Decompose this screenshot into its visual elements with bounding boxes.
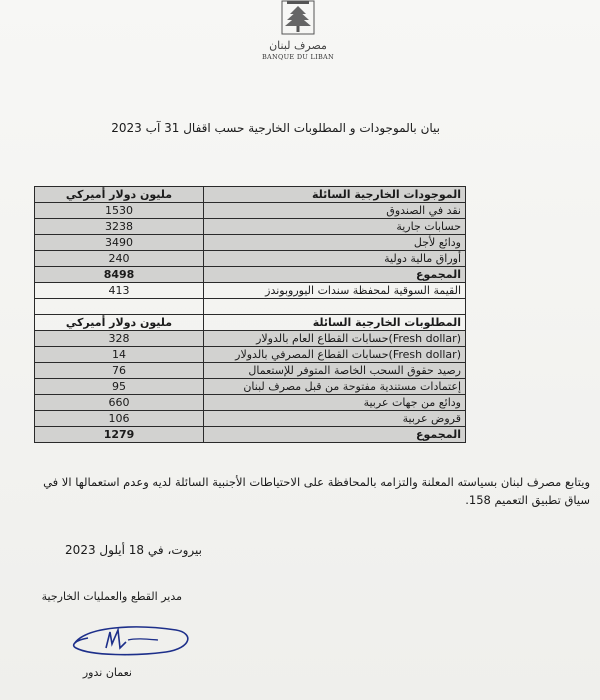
table-row [35, 363, 466, 379]
table-row [35, 395, 466, 411]
row-label: القيمة السوقية لمحفظة سندات اليوروبوندز [204, 283, 466, 299]
table-row [35, 331, 466, 347]
liabilities-header-row [35, 315, 466, 331]
row-label: (Fresh dollar)حسابات القطاع العام بالدولار [204, 331, 466, 347]
total-value: 8498 [35, 267, 204, 283]
assets-liabilities-table [34, 186, 466, 443]
signatory-role: مدير القطع والعمليات الخارجية [41, 590, 182, 603]
total-label: المجموع [204, 427, 466, 443]
row-label: رصيد حقوق السحب الخاصة المتوفر للإستعمال [204, 363, 466, 379]
row-value: 95 [35, 379, 204, 395]
table-header-cell: المطلوبات الخارجية السائلة [204, 315, 466, 331]
signatory-name: نعمان ندور [82, 666, 132, 679]
row-value: 14 [35, 347, 204, 363]
total-value: 1279 [35, 427, 204, 443]
assets-header-row [35, 187, 466, 203]
row-label: ودائع من جهات عربية [204, 395, 466, 411]
table-row [35, 203, 466, 219]
eurobonds-row [35, 283, 466, 299]
table-row [35, 347, 466, 363]
date-line: بيروت، في 18 أيلول 2023 [65, 543, 202, 557]
table-header-cell: مليون دولار أميركي [35, 315, 204, 331]
row-label: نقد في الصندوق [204, 203, 466, 219]
policy-statement: ويتابع مصرف لبنان بسياسته المعلنة والتزامه بالمحافظة على الاحتياطات الأجنبية السائلة لديه وعدم استعمالها الا في سياق تطبيق التعميم 158. [43, 475, 590, 507]
row-label: (Fresh dollar)حسابات القطاع المصرفي بالدولار [204, 347, 466, 363]
row-value: 1530 [35, 203, 204, 219]
table-row [35, 411, 466, 427]
table-row [35, 379, 466, 395]
row-value: 3238 [35, 219, 204, 235]
row-label: أوراق مالية دولية [204, 251, 466, 267]
table-header-cell: مليون دولار أميركي [35, 187, 204, 203]
handwritten-signature [66, 618, 196, 660]
document-title: بيان بالموجودات و المطلوبات الخارجية حسب اقفال 31 آب 2023 [111, 121, 440, 135]
cedar-emblem-icon [268, 0, 328, 38]
row-value: 3490 [35, 235, 204, 251]
row-value: 106 [35, 411, 204, 427]
table-row [35, 219, 466, 235]
bank-logo [258, 0, 338, 72]
spacer-row [35, 299, 466, 315]
row-label: قروض عربية [204, 411, 466, 427]
bank-name-french: BANQUE DU LIBAN [261, 53, 335, 61]
assets-total-row [35, 267, 466, 283]
row-value: 76 [35, 363, 204, 379]
table-row [35, 235, 466, 251]
row-value: 660 [35, 395, 204, 411]
row-value: 328 [35, 331, 204, 347]
row-value: 240 [35, 251, 204, 267]
liabilities-total-row [35, 427, 466, 443]
table-row [35, 251, 466, 267]
row-label: حسابات جارية [204, 219, 466, 235]
row-label: ودائع لأجل [204, 235, 466, 251]
bank-name-arabic: مصرف لبنان [269, 39, 327, 52]
total-label: المجموع [204, 267, 466, 283]
row-label: إعتمادات مستندية مفتوحة من قبل مصرف لبنان [204, 379, 466, 395]
table-header-cell: الموجودات الخارجية السائلة [204, 187, 466, 203]
row-value: 413 [35, 283, 204, 299]
